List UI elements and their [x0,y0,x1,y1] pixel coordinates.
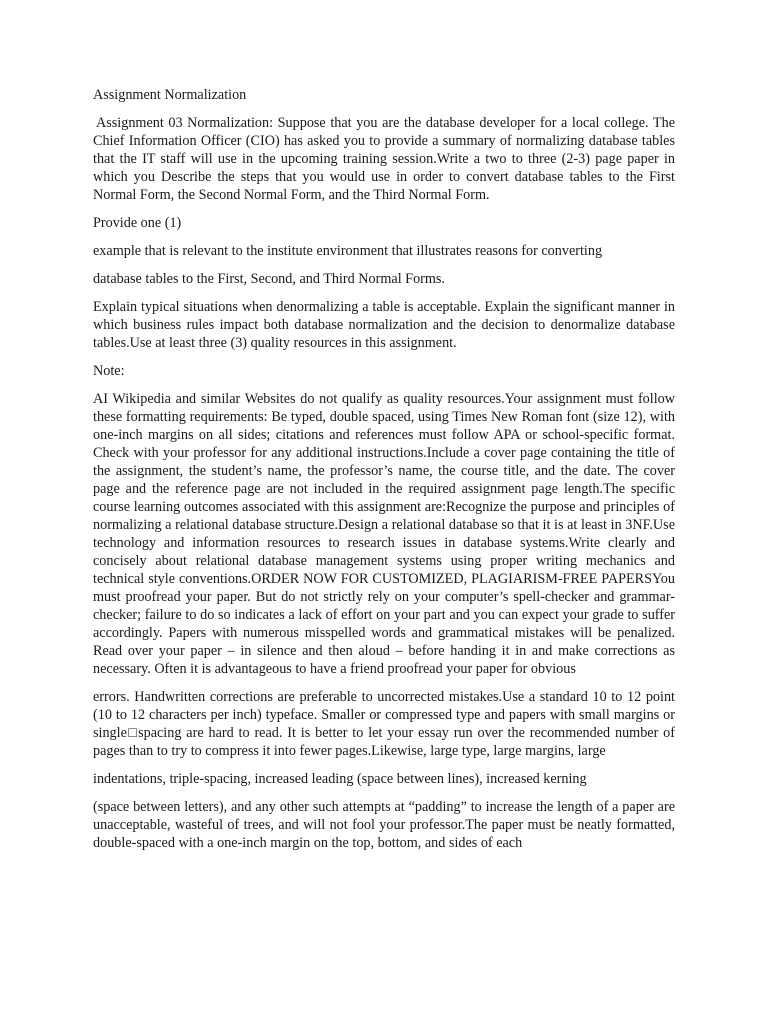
paragraph-errors: errors. Handwritten corrections are preferable to uncorrected mistakes.Use a standard 10 to 12 point (10 to 12 characters per inch) typeface. Smaller or compressed type and papers with small margins or single□spacing are hard to read. It is better to let your essay run over the recommended number of pages than to try to compress it into fewer pages.Likewise, large type, large margins, large [93,689,675,759]
paragraph-assignment-intro: Assignment 03 Normalization: Suppose that you are the database developer for a local college. The Chief Information Officer (CIO) has asked you to provide a summary of normalizing database tables that the IT staff will use in the upcoming training session.Write a two to three (2-3) page paper in which you Describe the steps that you would use in order to convert database tables to the First Normal Form, the Second Normal Form, and the Third Normal Form. [93,115,675,203]
paragraph-indentations: indentations, triple-spacing, increased leading (space between lines), increased kerning [93,771,587,787]
paragraph-normal-forms: database tables to the First, Second, and Third Normal Forms. [93,271,445,287]
paragraph-denormalizing: Explain typical situations when denormalizing a table is acceptable. Explain the significant manner in which business rules impact both database normalization and the decision to denormalize database tables.Use at least three (3) quality resources in this assignment. [93,299,675,351]
paragraph-note: Note: [93,363,125,379]
document-title: Assignment Normalization [93,87,247,103]
paragraph-padding: (space between letters), and any other such attempts at “padding” to increase the length of a paper are unacceptable, wasteful of trees, and will not fool your professor.The paper must be neatly formatted, double-spaced with a one-inch margin on the top, bottom, and sides of each [93,799,675,851]
paragraph-provide-one: Provide one (1) [93,215,182,231]
document-page [93,86,675,862]
paragraph-example: example that is relevant to the institute environment that illustrates reasons for converting [93,243,603,259]
paragraph-requirements: AI Wikipedia and similar Websites do not qualify as quality resources.Your assignment must follow these formatting requirements: Be typed, double spaced, using Times New Roman font (size 12), with one-inch margins on all sides; citations and references must follow APA or school-specific format. Check with your professor for any additional instructions.Include a cover page containing the title of the assignment, the student’s name, the professor’s name, the course title, and the date. The cover page and the reference page are not included in the required assignment page length.The specific course learning outcomes associated with this assignment are:Recognize the purpose and principles of normalizing a relational database structure.Design a relational database so that it is at least in 3NF.Use technology and information resources to research issues in database systems.Write clearly and concisely about relational database management systems using proper writing mechanics and technical style conventions.ORDER NOW FOR CUSTOMIZED, PLAGIARISM-FREE PAPERSYou must proofread your paper. But do not strictly rely on your computer’s spell-checker and grammar-checker; failure to do so indicates a lack of effort on your part and you can expect your grade to suffer accordingly. Papers with numerous misspelled words and grammatical mistakes will be penalized. Read over your paper – in silence and then aloud – before handing it in and make corrections as necessary. Often it is advantageous to have a friend proofread your paper for obvious [93,391,675,677]
